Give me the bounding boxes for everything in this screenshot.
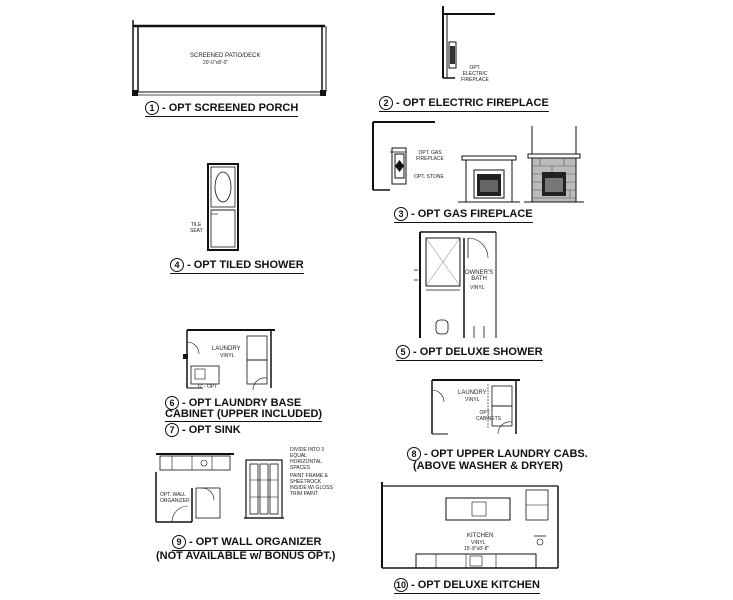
screened-porch-plan xyxy=(130,20,330,100)
caption-number: 6 xyxy=(165,396,179,410)
caption-text: - OPT UPPER LAUNDRY CABS. xyxy=(424,447,588,460)
owners-bath-label: OWNER'S BATH xyxy=(464,270,494,282)
caption-text: - OPT DELUXE SHOWER xyxy=(413,345,543,358)
laundry-label: LAUNDRY xyxy=(212,346,241,352)
upper-laundry-plan xyxy=(428,376,523,438)
upper-laundry-sub: VINYL xyxy=(465,397,480,403)
wall-organizer-plan xyxy=(152,448,238,528)
deluxe-shower-plan xyxy=(412,230,502,342)
caption-text: - OPT SCREENED PORCH xyxy=(162,101,299,114)
kitchen-sub: VINYL xyxy=(471,540,486,546)
owners-bath-sub: VINYL xyxy=(470,285,485,291)
caption-number: 3 xyxy=(394,207,408,221)
caption-text: - OPT WALL ORGANIZER xyxy=(189,535,322,548)
caption-5 xyxy=(396,345,543,361)
caption-text: - OPT SINK xyxy=(182,423,241,436)
kitchen-label: KITCHEN xyxy=(467,533,494,539)
caption-4 xyxy=(170,258,304,274)
deluxe-kitchen-plan xyxy=(376,482,566,574)
caption-text: - OPT DELUXE KITCHEN xyxy=(411,578,540,591)
gas-fireplace-elevation-stone xyxy=(524,126,584,204)
caption-9-line2: (NOT AVAILABLE w/ BONUS OPT.) xyxy=(156,550,336,562)
caption-8-line2: (ABOVE WASHER & DRYER) xyxy=(413,460,563,472)
caption-8 xyxy=(407,447,588,461)
upper-laundry-label: LAUNDRY xyxy=(458,390,487,396)
wall-organizer-elevation xyxy=(244,456,284,522)
caption-number: 5 xyxy=(396,345,410,359)
caption-1 xyxy=(145,101,298,117)
caption-7 xyxy=(165,423,241,437)
caption-10 xyxy=(394,578,540,594)
gas-fireplace-elevation-mantel xyxy=(458,126,520,204)
kitchen-dim: 15'-8"x8'-8" xyxy=(464,546,490,552)
caption-text: - OPT GAS FIREPLACE xyxy=(411,207,533,220)
porch-room-dim: 20'-0"x8'-0" xyxy=(203,60,229,66)
gas-fireplace-note: OPT. GAS FIREPLACE xyxy=(416,150,444,162)
caption-number: 4 xyxy=(170,258,184,272)
electric-fireplace-note: OPT. ELECTRIC FIREPLACE xyxy=(461,65,489,83)
wall-organizer-note: OPT. WALL ORGANIZER xyxy=(160,492,190,504)
tiled-shower-plan xyxy=(206,162,240,254)
tile-seat-note: TILE SEAT xyxy=(190,222,203,234)
caption-3 xyxy=(394,207,533,223)
caption-number: 2 xyxy=(379,96,393,110)
opt-cabinets-note: OPT. CABINETS xyxy=(476,410,502,422)
caption-number: 10 xyxy=(395,580,406,590)
stone-note: OPT. STONE xyxy=(414,174,444,180)
caption-text: - OPT TILED SHOWER xyxy=(187,258,304,271)
divide-spaces-note: DIVIDE INTO 3 EQUAL HORIZONTAL SPACES xyxy=(290,447,325,471)
caption-number: 1 xyxy=(145,101,159,115)
paint-frame-note: PAINT FRAME & SHEETROCK INSIDE W/ GLOSS TRIM PAINT xyxy=(290,473,333,497)
laundry-opt-note: 6" - OPT xyxy=(198,384,218,390)
porch-room-label: SCREENED PATIO/DECK xyxy=(190,53,261,59)
caption-text: - OPT ELECTRIC FIREPLACE xyxy=(396,96,549,109)
caption-number: 7 xyxy=(165,423,179,437)
caption-9 xyxy=(172,535,321,551)
caption-2 xyxy=(379,96,549,112)
caption-text: - OPT LAUNDRY BASE xyxy=(182,396,302,409)
caption-number: 8 xyxy=(407,447,421,461)
caption-6-line2: CABINET (UPPER INCLUDED) xyxy=(165,408,323,420)
laundry-sub: VINYL xyxy=(220,353,235,359)
caption-number: 9 xyxy=(172,535,186,549)
